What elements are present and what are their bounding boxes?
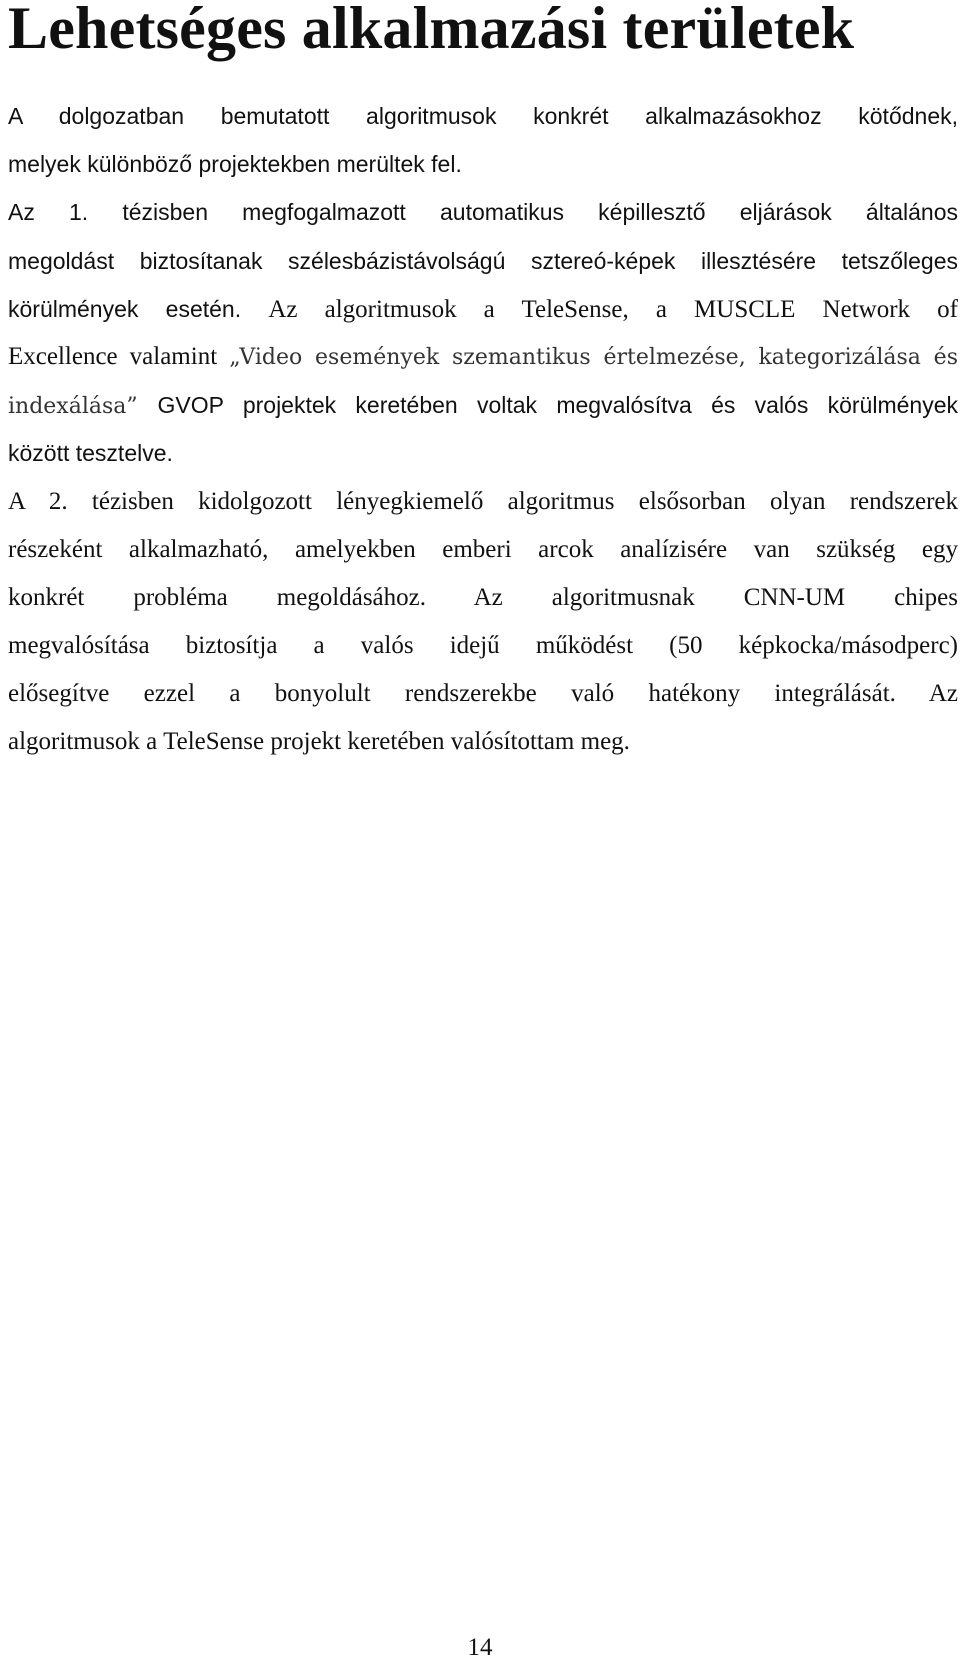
text-line xyxy=(8,429,958,477)
project-title-quote: indexálása” xyxy=(8,394,158,420)
text-line xyxy=(8,333,958,381)
text-segment: GVOP projektek keretében voltak megvalósítva és valós körülmények xyxy=(157,392,958,419)
text-line xyxy=(8,92,958,140)
text-line xyxy=(8,478,958,526)
text-line xyxy=(8,622,958,670)
text-segment: között tesztelve. xyxy=(8,440,173,467)
text-segment: konkrét probléma megoldásához. Az algoritmusnak CNN-UM chipes xyxy=(8,583,958,611)
text-line xyxy=(8,237,958,285)
body-text xyxy=(8,92,958,767)
text-line xyxy=(8,574,958,622)
text-segment: Az 1. tézisben megfogalmazott automatikus képillesztő eljárások általános xyxy=(8,199,958,226)
text-line xyxy=(8,285,958,333)
text-segment: algoritmusok a TeleSense projekt keretében valósítottam meg. xyxy=(8,728,630,756)
text-segment: megoldást biztosítanak szélesbázistávolságú sztereó-képek illesztésére tetszőleges xyxy=(8,247,958,274)
text-line xyxy=(8,381,958,429)
page-number: 14 xyxy=(467,1634,493,1661)
text-line xyxy=(8,670,958,718)
project-title-quote: „Video események szemantikus értelmezése, kategorizálása és xyxy=(229,344,958,370)
text-segment: Excellence valamint xyxy=(8,342,230,370)
text-segment: A dolgozatban bemutatott algoritmusok konkrét alkalmazásokhoz kötődnek, xyxy=(8,103,958,129)
text-segment: körülmények esetén. xyxy=(8,295,269,322)
text-segment: A 2. tézisben kidolgozott lényegkiemelő algoritmus elsősorban olyan rendszerek xyxy=(8,487,958,515)
text-line xyxy=(8,718,958,766)
text-line xyxy=(8,140,958,188)
text-segment: részeként alkalmazható, amelyekben emberi arcok analízisére van szükség egy xyxy=(8,535,958,563)
text-line xyxy=(8,188,958,236)
text-line xyxy=(8,526,958,574)
text-segment: megvalósítása biztosítja a valós idejű működést (50 képkocka/másodperc) xyxy=(8,632,958,660)
page-title: Lehetséges alkalmazási területek xyxy=(8,0,855,61)
text-segment: elősegítve ezzel a bonyolult rendszerekbe való hatékony integrálását. Az xyxy=(8,680,958,708)
text-segment: melyek különböző projektekben merültek fel. xyxy=(8,151,462,178)
text-segment: Az algoritmusok a TeleSense, a MUSCLE Network of xyxy=(268,295,958,323)
